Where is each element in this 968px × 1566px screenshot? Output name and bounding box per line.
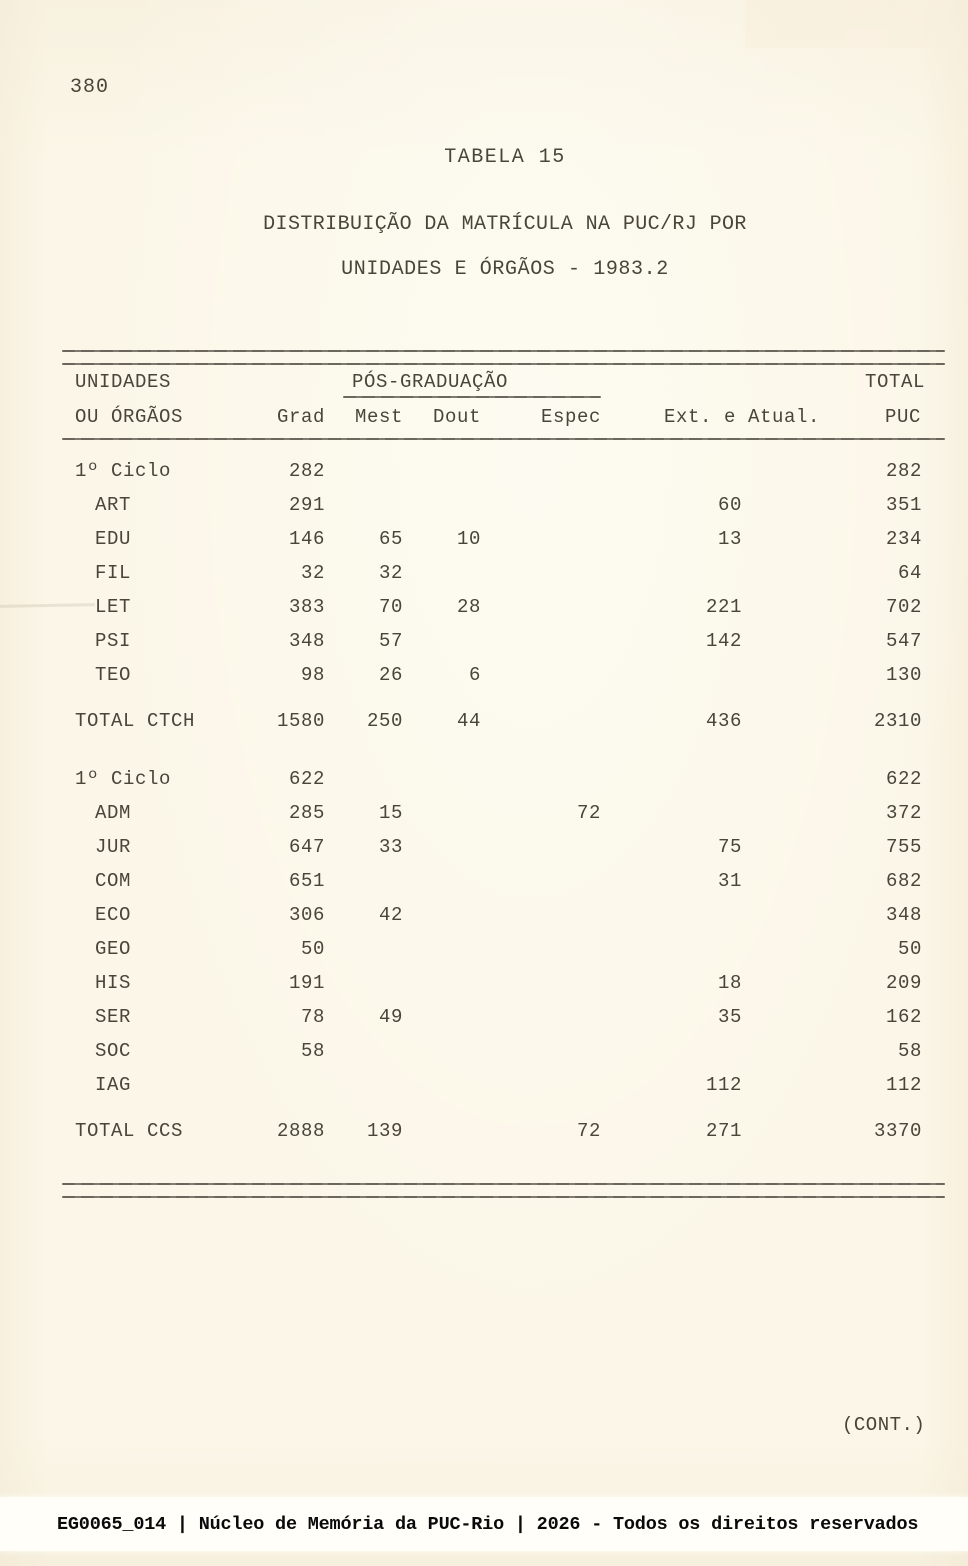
row-label: TEO [95, 664, 132, 686]
table-row [62, 904, 945, 926]
row-label: ART [95, 494, 132, 516]
cell-grad: 78 [300, 1006, 325, 1028]
row-label: TOTAL CCS [75, 1120, 184, 1142]
cell-total: 755 [885, 836, 922, 858]
column-header-total: TOTAL [864, 371, 925, 393]
cell-dout: 6 [468, 664, 481, 686]
column-header-espec: Espec [540, 406, 601, 428]
table-row [62, 460, 945, 482]
row-label: TOTAL CTCH [75, 710, 196, 732]
cell-total: 351 [885, 494, 922, 516]
cell-total: 282 [885, 460, 922, 482]
cell-ext: 60 [717, 494, 742, 516]
cell-mest: 70 [378, 596, 403, 618]
row-label: SOC [95, 1040, 132, 1062]
continuation-note: (CONT.) [842, 1414, 926, 1436]
row-label: JUR [95, 836, 132, 858]
cell-ext: 112 [705, 1074, 742, 1096]
cell-ext: 35 [717, 1006, 742, 1028]
cell-grad: 1580 [276, 710, 325, 732]
cell-ext: 31 [717, 870, 742, 892]
cell-grad: 306 [288, 904, 325, 926]
row-label: FIL [95, 562, 132, 584]
row-label: IAG [95, 1074, 132, 1096]
cell-ext: 271 [705, 1120, 742, 1142]
document-title-line2: UNIDADES E ÓRGÃOS - 1983.2 [341, 258, 669, 281]
cell-grad: 2888 [276, 1120, 325, 1142]
pos-graduacao-underline [343, 396, 601, 398]
row-label: EDU [95, 528, 132, 550]
row-label: SER [95, 1006, 132, 1028]
table-row [62, 836, 945, 858]
table-row [62, 870, 945, 892]
table-header-rule [62, 438, 945, 440]
archive-footer [0, 1497, 968, 1551]
table-row [62, 972, 945, 994]
cell-grad: 98 [300, 664, 325, 686]
cell-total: 50 [897, 938, 922, 960]
cell-grad: 291 [288, 494, 325, 516]
enrollment-table [62, 350, 945, 1210]
table-row [62, 596, 945, 618]
table-top-rule [62, 350, 945, 352]
cell-mest: 15 [378, 802, 403, 824]
cell-total: 2310 [873, 710, 922, 732]
cell-total: 112 [885, 1074, 922, 1096]
table-row [62, 664, 945, 686]
document-title-line1: DISTRIBUIÇÃO DA MATRÍCULA NA PUC/RJ POR [263, 213, 747, 236]
cell-espec: 72 [576, 802, 601, 824]
cell-total: 162 [885, 1006, 922, 1028]
scan-artifact [845, 28, 887, 46]
cell-total: 682 [885, 870, 922, 892]
cell-dout: 44 [456, 710, 481, 732]
cell-dout: 28 [456, 596, 481, 618]
row-label: COM [95, 870, 132, 892]
table-label: TABELA 15 [444, 146, 566, 169]
column-header-unidades: UNIDADES [75, 371, 172, 393]
scan-artifact [745, 0, 945, 48]
row-label: ECO [95, 904, 132, 926]
table-row [62, 494, 945, 516]
cell-mest: 42 [378, 904, 403, 926]
cell-grad: 348 [288, 630, 325, 652]
cell-mest: 26 [378, 664, 403, 686]
cell-total: 702 [885, 596, 922, 618]
page-number: 380 [70, 76, 110, 99]
cell-grad: 32 [300, 562, 325, 584]
cell-grad: 622 [288, 768, 325, 790]
archive-footer-text: EG0065_014 | Núcleo de Memória da PUC-Rio | 2026 - Todos os direitos reservados [57, 1513, 919, 1535]
cell-mest: 33 [378, 836, 403, 858]
table-row [62, 1040, 945, 1062]
cell-total: 547 [885, 630, 922, 652]
column-header-dout: Dout [432, 406, 481, 428]
cell-grad: 50 [300, 938, 325, 960]
cell-grad: 285 [288, 802, 325, 824]
cell-ext: 18 [717, 972, 742, 994]
cell-total: 622 [885, 768, 922, 790]
row-label: HIS [95, 972, 132, 994]
cell-mest: 65 [378, 528, 403, 550]
row-label: 1º Ciclo [75, 768, 172, 790]
table-bottom-rule [62, 1183, 945, 1185]
column-header-grad: Grad [276, 406, 325, 428]
cell-total: 209 [885, 972, 922, 994]
cell-mest: 57 [378, 630, 403, 652]
cell-ext: 13 [717, 528, 742, 550]
cell-grad: 146 [288, 528, 325, 550]
cell-ext: 142 [705, 630, 742, 652]
table-bottom-rule [62, 1196, 945, 1198]
table-row [62, 802, 945, 824]
table-row [62, 562, 945, 584]
cell-grad: 647 [288, 836, 325, 858]
column-header-mest: Mest [354, 406, 403, 428]
table-row [62, 1006, 945, 1028]
cell-grad: 383 [288, 596, 325, 618]
column-header-puc: PUC [884, 406, 921, 428]
table-row [62, 1120, 945, 1142]
cell-dout: 10 [456, 528, 481, 550]
cell-mest: 139 [366, 1120, 403, 1142]
row-label: PSI [95, 630, 132, 652]
cell-total: 3370 [873, 1120, 922, 1142]
cell-total: 348 [885, 904, 922, 926]
cell-ext: 221 [705, 596, 742, 618]
table-row [62, 630, 945, 652]
cell-mest: 49 [378, 1006, 403, 1028]
cell-total: 372 [885, 802, 922, 824]
cell-espec: 72 [576, 1120, 601, 1142]
cell-grad: 651 [288, 870, 325, 892]
cell-grad: 58 [300, 1040, 325, 1062]
table-top-rule [62, 363, 945, 365]
table-row [62, 710, 945, 732]
cell-mest: 32 [378, 562, 403, 584]
cell-total: 130 [885, 664, 922, 686]
column-group-pos-graduacao: PÓS-GRADUAÇÃO [352, 371, 509, 393]
table-row [62, 1074, 945, 1096]
cell-total: 64 [897, 562, 922, 584]
row-label: 1º Ciclo [75, 460, 172, 482]
table-row [62, 938, 945, 960]
table-row [62, 768, 945, 790]
cell-ext: 436 [705, 710, 742, 732]
cell-mest: 250 [366, 710, 403, 732]
cell-grad: 191 [288, 972, 325, 994]
cell-grad: 282 [288, 460, 325, 482]
cell-total: 234 [885, 528, 922, 550]
row-label: GEO [95, 938, 132, 960]
table-row [62, 528, 945, 550]
row-label: LET [95, 596, 132, 618]
cell-ext: 75 [717, 836, 742, 858]
column-header-ext-atual: Ext. e Atual. [663, 406, 820, 428]
column-header-ou-orgaos: OU ÓRGÃOS [75, 406, 184, 428]
cell-total: 58 [897, 1040, 922, 1062]
row-label: ADM [95, 802, 132, 824]
